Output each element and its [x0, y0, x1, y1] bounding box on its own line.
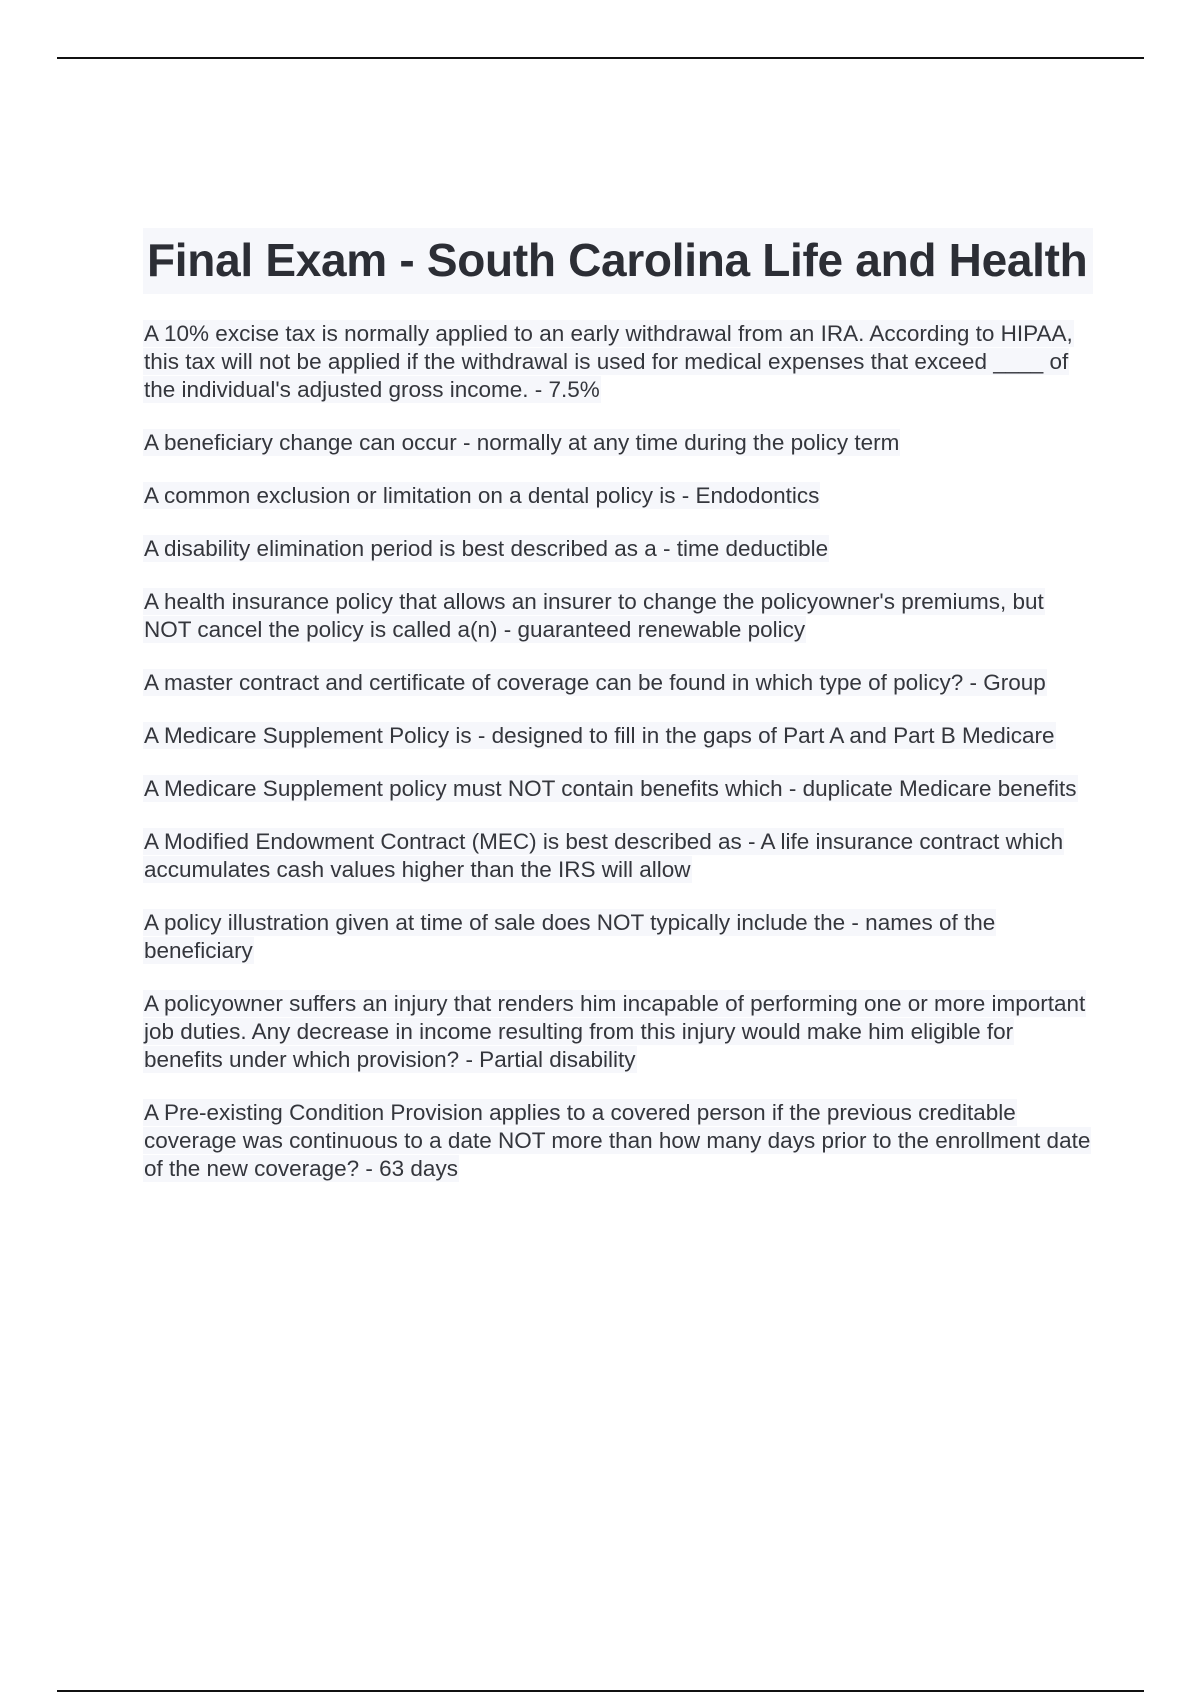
flashcard-item — [143, 909, 1093, 965]
flashcard-item — [143, 722, 1093, 750]
page-title: Final Exam - South Carolina Life and Health — [147, 234, 1088, 286]
bottom-divider — [57, 1690, 1144, 1692]
flashcard-item — [143, 669, 1093, 697]
flashcard-text: A disability elimination period is best described as a - time deductible — [144, 536, 829, 561]
flashcard-item — [143, 990, 1093, 1074]
flashcard-item — [143, 1099, 1093, 1183]
title-block — [143, 228, 1093, 294]
flashcard-text: A common exclusion or limitation on a dental policy is - Endodontics — [144, 483, 820, 508]
flashcard-text: A Medicare Supplement Policy is - designed to fill in the gaps of Part A and Part B Medicare — [144, 723, 1055, 748]
flashcard-item — [143, 828, 1093, 884]
flashcard-item — [143, 320, 1093, 404]
flashcard-text: A 10% excise tax is normally applied to an early withdrawal from an IRA. According to HIPAA, this tax will not be applied if the withdrawal is used for medical expenses that exceed ____ of the individual's adjusted gross income. - 7.5% — [144, 321, 1073, 402]
flashcard-list — [143, 320, 1093, 1183]
flashcard-item — [143, 429, 1093, 457]
flashcard-item — [143, 775, 1093, 803]
flashcard-text: A policyowner suffers an injury that renders him incapable of performing one or more important job duties. Any decrease in income resulting from this injury would make him eligible for benefits under which provision? - Partial disability — [144, 991, 1086, 1072]
flashcard-text: A policy illustration given at time of sale does NOT typically include the - names of the beneficiary — [144, 910, 996, 963]
flashcard-item — [143, 482, 1093, 510]
flashcard-text: A Medicare Supplement policy must NOT contain benefits which - duplicate Medicare benefits — [144, 776, 1077, 801]
top-divider — [57, 57, 1144, 59]
flashcard-text: A master contract and certificate of coverage can be found in which type of policy? - Group — [144, 670, 1046, 695]
flashcard-text: A beneficiary change can occur - normally at any time during the policy term — [144, 430, 900, 455]
document-body — [143, 228, 1093, 1208]
flashcard-text: A Pre-existing Condition Provision applies to a covered person if the previous creditable coverage was continuous to a date NOT more than how many days prior to the enrollment date of the new coverage? - 63 days — [144, 1100, 1091, 1181]
flashcard-item — [143, 535, 1093, 563]
flashcard-text: A Modified Endowment Contract (MEC) is best described as - A life insurance contract which accumulates cash values higher than the IRS will allow — [144, 829, 1064, 882]
flashcard-item — [143, 588, 1093, 644]
flashcard-text: A health insurance policy that allows an insurer to change the policyowner's premiums, but NOT cancel the policy is called a(n) - guaranteed renewable policy — [144, 589, 1044, 642]
